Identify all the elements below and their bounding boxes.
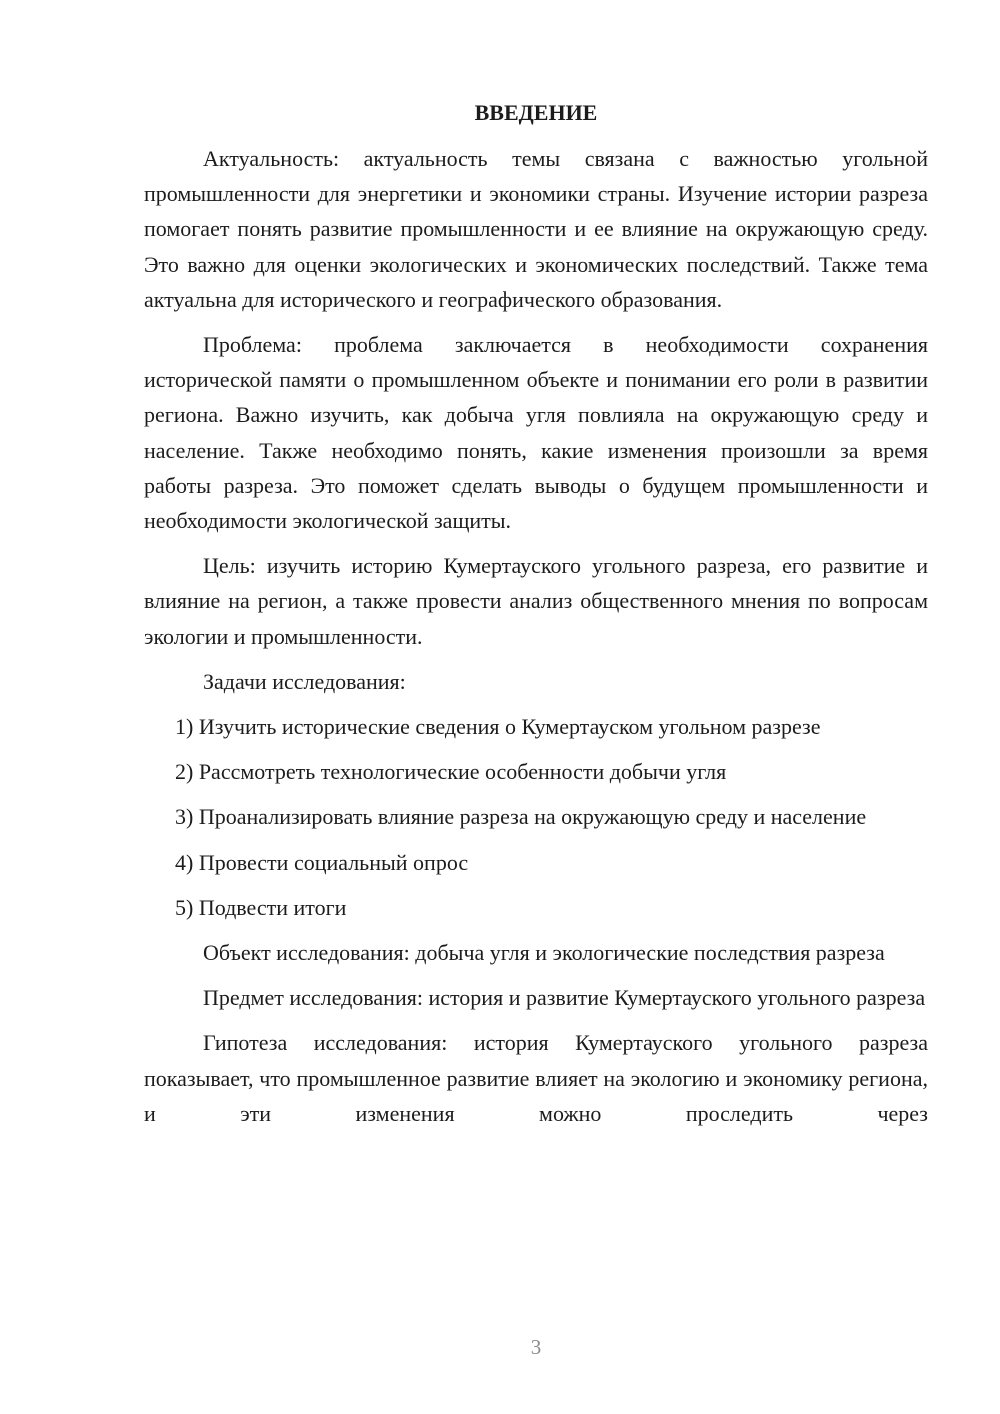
document-body — [144, 141, 928, 1141]
page-number: 3 — [530, 1335, 542, 1359]
task-item-2: 2) Рассмотреть технологические особенности добычи угля — [175, 759, 727, 785]
task-item-1: 1) Изучить исторические сведения о Кумертауском угольном разрезе — [175, 714, 821, 740]
paragraph-goal: Цель: изучить историю Кумертауского угольного разреза, его развитие и влияние на регион, а также провести анализ общественного мнения по вопросам экологии и промышленности. — [144, 553, 928, 649]
paragraph-relevance: Актуальность: актуальность темы связана с важностью угольной промышленности для энергетики и экономики страны. Изучение истории разреза помогает понять развитие промышленности и ее влияние на окружающую среду. Это важно для оценки экологических и экономических последствий. Также тема актуальна для исторического и географического образования. — [144, 146, 928, 312]
paragraph-subject: Предмет исследования: история и развитие Кумертауского угольного разреза — [203, 985, 926, 1011]
page-title: ВВЕДЕНИЕ — [474, 100, 598, 125]
paragraph-hypothesis: Гипотеза исследования: история Кумертауского угольного разреза показывает, что промышленное развитие влияет на экологию и экономику региона, и эти изменения можно проследить через — [144, 1030, 928, 1126]
task-item-4: 4) Провести социальный опрос — [175, 849, 469, 875]
task-item-5: 5) Подвести итоги — [175, 894, 347, 920]
task-item-3: 3) Проанализировать влияние разреза на окружающую среду и население — [175, 804, 867, 830]
paragraph-problem: Проблема: проблема заключается в необходимости сохранения исторической памяти о промышленном объекте и понимании его роли в развитии региона. Важно изучить, как добыча угля повлияла на окружающую среду и население. Также необходимо понять, какие изменения произошли за время работы разреза. Это поможет сделать выводы о будущем промышленности и необходимости экологической защиты. — [144, 332, 928, 534]
tasks-heading: Задачи исследования: — [203, 668, 406, 694]
paragraph-object: Объект исследования: добыча угля и экологические последствия разреза — [203, 940, 885, 966]
